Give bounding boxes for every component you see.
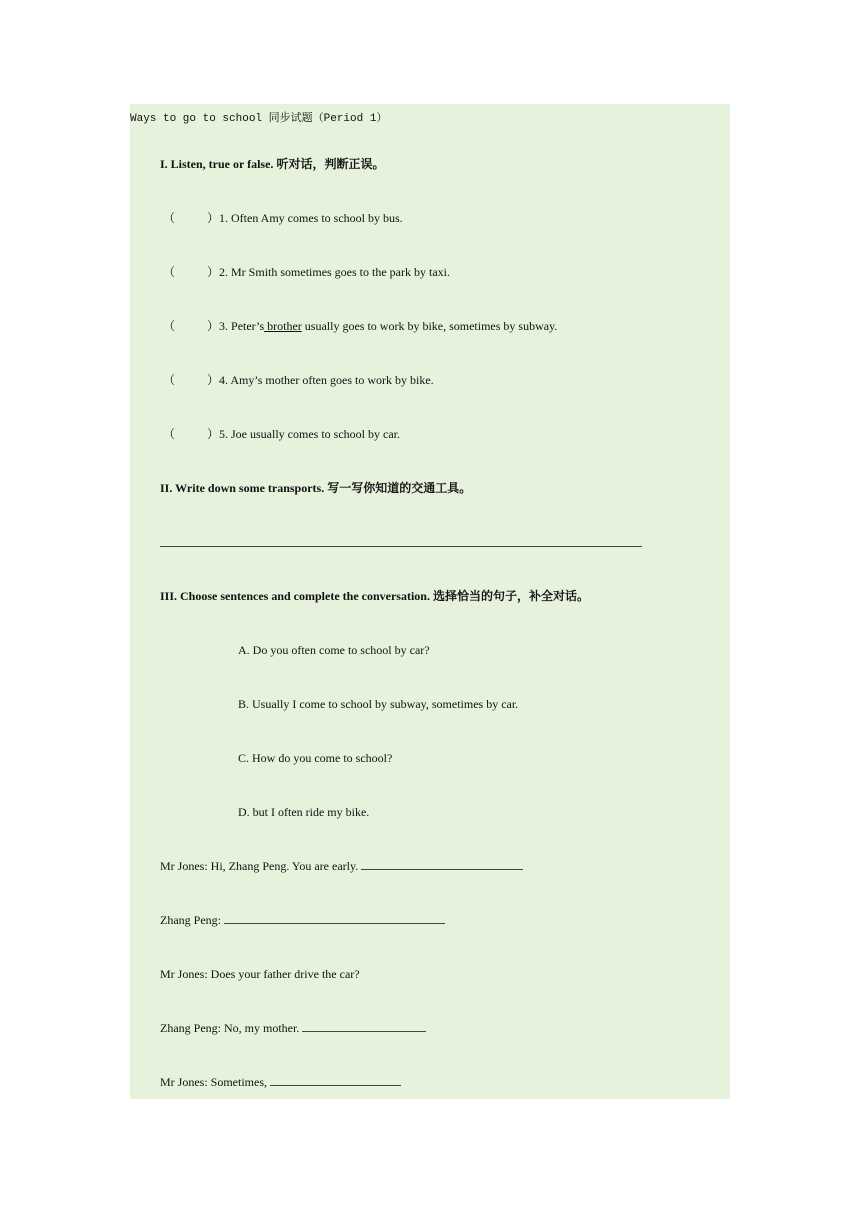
dialogue-text: Zhang Peng:: [160, 913, 224, 927]
dialogue-text: Zhang Peng: No, my mother.: [160, 1021, 303, 1035]
underlined-word: brother: [264, 319, 302, 333]
section-1-heading-cn: 听对话，判断正误。: [276, 157, 385, 171]
answer-paren-right: ）: [207, 319, 220, 333]
question-1: [163, 210, 403, 226]
dialogue-line-2: [160, 912, 445, 928]
section-1-heading: [160, 156, 384, 172]
answer-paren-right: ）: [207, 211, 220, 225]
section-2-heading-en: II. Write down some transports.: [160, 481, 325, 495]
dialogue-text: Mr Jones: Sometimes,: [160, 1075, 270, 1089]
question-4: [163, 372, 434, 388]
worksheet-title: Ways to go to school 同步试题（Period 1）: [130, 113, 388, 125]
answer-blank[interactable]: [224, 912, 445, 924]
answer-blank[interactable]: [361, 858, 523, 870]
section-2-heading: [160, 480, 471, 496]
section-3-heading-en: III. Choose sentences and complete the conversation.: [160, 589, 430, 603]
question-text: 4. Amy’s mother often goes to work by bike.: [219, 373, 434, 387]
option-b: B. Usually I come to school by subway, sometimes by car.: [238, 697, 519, 711]
dialogue-line-3: [160, 966, 360, 982]
section-3-heading: [160, 588, 589, 604]
question-text: 5. Joe usually comes to school by car.: [219, 427, 400, 441]
question-text: 1. Often Amy comes to school by bus.: [219, 211, 403, 225]
section-2-heading-cn: 写一写你知道的交通工具。: [327, 481, 472, 495]
answer-paren-right: ）: [207, 427, 220, 441]
dialogue-line-1: [160, 858, 523, 874]
section-3-heading-cn: 选择恰当的句子，补全对话。: [432, 589, 589, 603]
question-2: [163, 264, 450, 280]
option-d: D. but I often ride my bike.: [238, 805, 370, 819]
option-a: A. Do you often come to school by car?: [238, 643, 430, 657]
answer-paren-left: （: [163, 319, 176, 333]
dialogue-text: Mr Jones: Hi, Zhang Peng. You are early.: [160, 859, 362, 873]
question-text: 2. Mr Smith sometimes goes to the park by taxi.: [219, 265, 450, 279]
question-text-post: usually goes to work by bike, sometimes by subway.: [301, 319, 558, 333]
answer-paren-left: （: [163, 427, 176, 441]
dialogue-text: Mr Jones: Does your father drive the car?: [160, 967, 360, 981]
question-text-pre: 3. Peter’s: [219, 319, 265, 333]
answer-blank[interactable]: [270, 1074, 401, 1086]
dialogue-line-5: [160, 1074, 401, 1090]
answer-paren-right: ）: [207, 373, 220, 387]
answer-blank[interactable]: [302, 1020, 426, 1032]
answer-paren-right: ）: [207, 265, 220, 279]
answer-paren-left: （: [163, 373, 176, 387]
section-1-heading-en: I. Listen, true or false.: [160, 157, 274, 171]
option-c: C. How do you come to school?: [238, 751, 393, 765]
answer-line[interactable]: [160, 546, 642, 547]
question-5: [163, 426, 400, 442]
answer-paren-left: （: [163, 211, 176, 225]
question-3: [163, 318, 557, 334]
answer-paren-left: （: [163, 265, 176, 279]
dialogue-line-4: [160, 1020, 426, 1036]
